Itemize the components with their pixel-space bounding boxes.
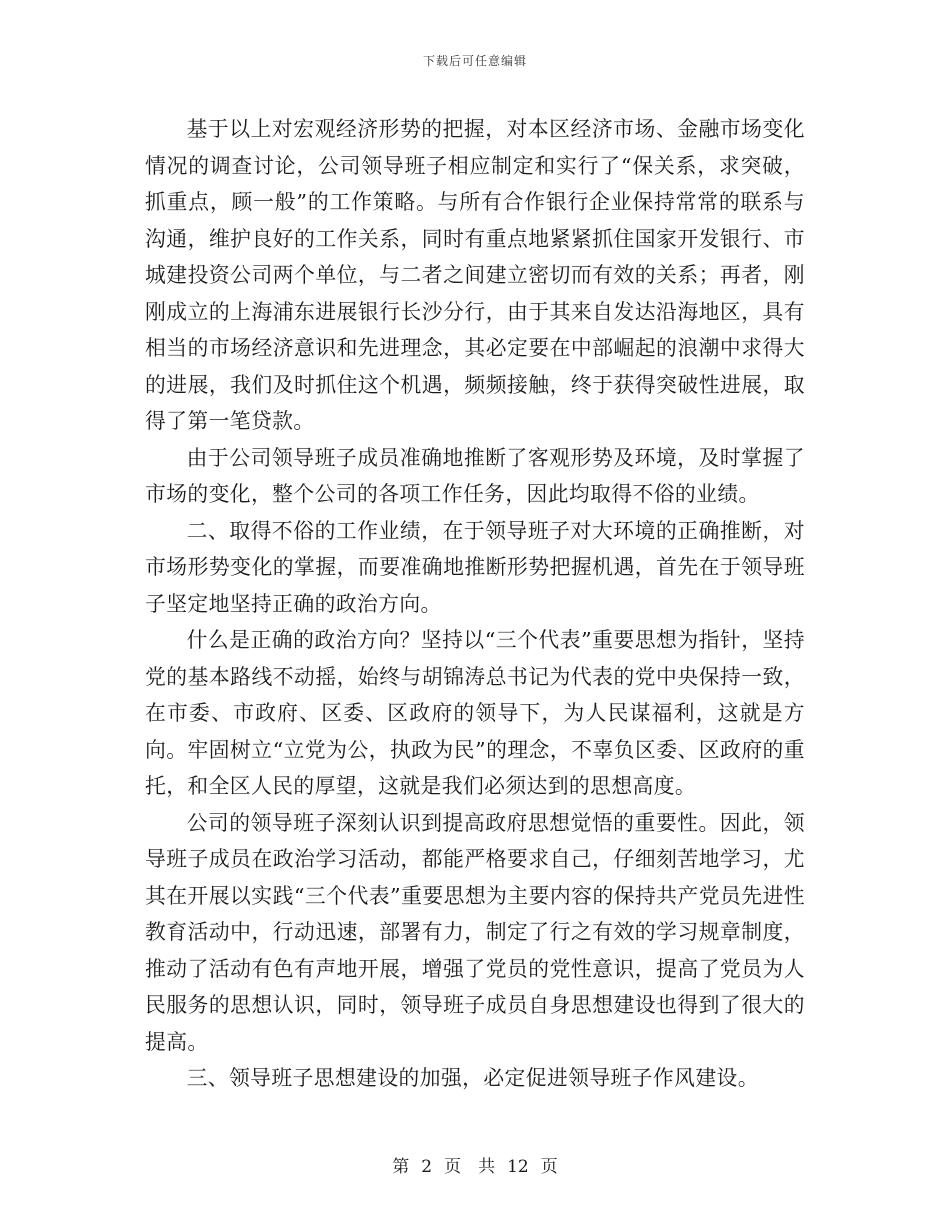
paragraph-section-three: 三、领导班子思想建设的加强，必定促进领导班子作风建设。 bbox=[186, 1066, 759, 1090]
footer-total-pages: 12 bbox=[507, 1157, 529, 1177]
document-body bbox=[145, 111, 805, 1097]
paragraph-strategy: 基于以上对宏观经济形势的把握，对本区经济市场、金融市场变化情况的调查讨论，公司领导班子相应制定和实行了“保关系，求突破，抓重点，顾一般”的工作策略。与所有合作银行企业保持常常的联系与沟通，维护良好的工作关系，同时有重点地紧紧抓住国家开发银行、市城建投资公司两个单位，与二者之间建立密切而有效的关系；再者，刚刚成立的上海浦东进展银行长沙分行，由于其来自发达沿海地区，具有相当的市场经济意识和先进理念，其必定要在中部崛起的浪潮中求得大的进展，我们及时抓住这个机遇，频频接触，终于获得突破性进展，取得了第一笔贷款。 bbox=[145, 117, 805, 433]
footer-suffix: 页 bbox=[540, 1157, 558, 1177]
page-footer bbox=[0, 1152, 950, 1177]
page-header-note: 下载后可任意编辑 bbox=[422, 54, 527, 68]
paragraph-section-two: 二、取得不俗的工作业绩，在于领导班子对大环境的正确推断，对市场形势变化的掌握，而要准确地推断形势把握机遇，首先在于领导班子坚定地坚持正确的政治方向。 bbox=[145, 518, 805, 616]
footer-middle: 页 共 bbox=[444, 1157, 496, 1177]
footer-prefix: 第 bbox=[392, 1157, 410, 1177]
paragraph-political-direction: 什么是正确的政治方向？坚持以“三个代表”重要思想为指针，坚持党的基本路线不动摇，始终与胡锦涛总书记为代表的党中央保持一致，在市委、市政府、区委、区政府的领导下，为人民谋福利，这就是方向。牢固树立“立党为公，执政为民”的理念，不辜负区委、区政府的重托，和全区人民的厚望，这就是我们必须达到的思想高度。 bbox=[145, 628, 805, 798]
footer-current-page: 2 bbox=[421, 1157, 433, 1177]
paragraph-ideological-awareness: 公司的领导班子深刻认识到提高政府思想觉悟的重要性。因此，领导班子成员在政治学习活动，都能严格要求自己，仔细刻苦地学习，尤其在开展以实践“三个代表”重要思想为主要内容的保持共产党员先进性教育活动中，行动迅速，部署有力，制定了行之有效的学习规章制度，推动了活动有色有声地开展，增强了党员的党性意识，提高了党员为人民服务的思想认识，同时，领导班子成员自身思想建设也得到了很大的提高。 bbox=[145, 810, 805, 1054]
paragraph-results: 由于公司领导班子成员准确地推断了客观形势及环境，及时掌握了市场的变化，整个公司的各项工作任务，因此均取得不俗的业绩。 bbox=[145, 445, 805, 506]
